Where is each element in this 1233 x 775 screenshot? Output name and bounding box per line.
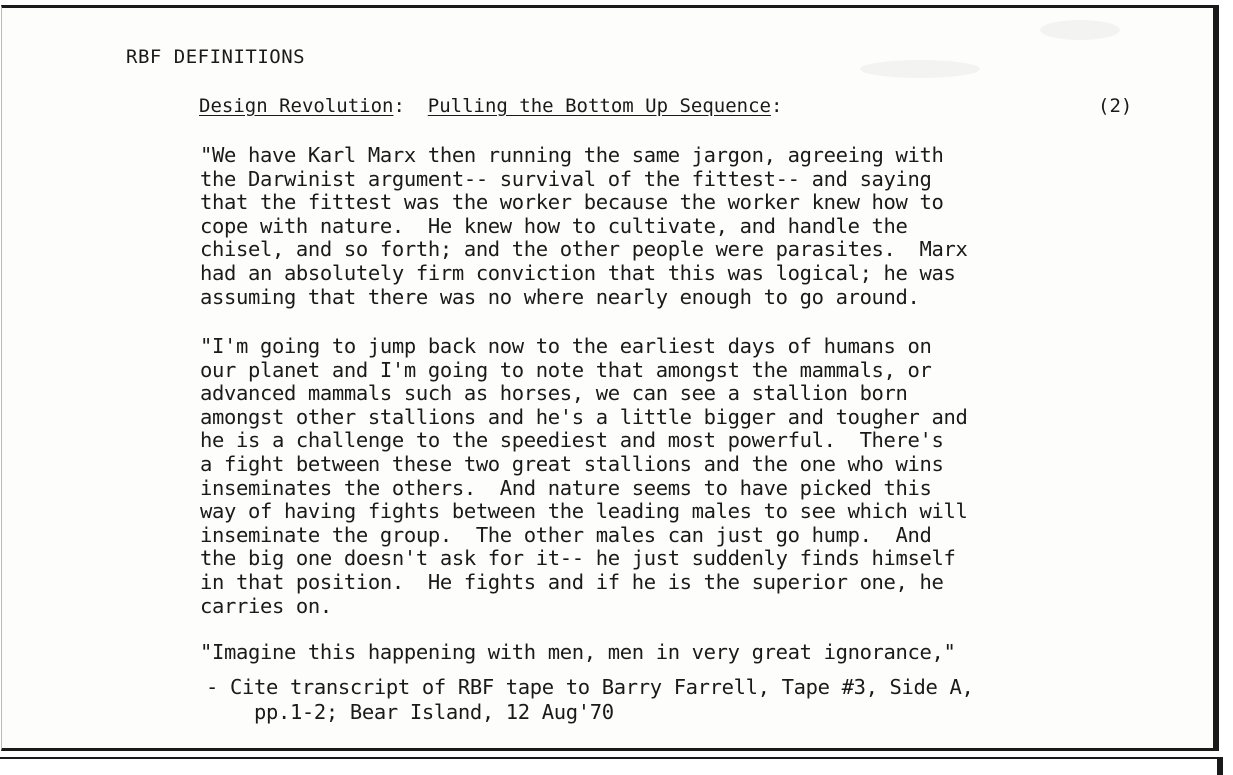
- citation-line-1: - Cite transcript of RBF tape to Barry Farrell, Tape #3, Side A,: [206, 675, 974, 699]
- text-line: "We have Karl Marx then running the same jargon, agreeing with: [200, 143, 944, 167]
- section-title: [199, 95, 1139, 117]
- quote-paragraph-2: [200, 335, 968, 618]
- page-number: (2): [1098, 95, 1133, 117]
- page-edge-line: [0, 757, 1221, 759]
- text-line: "I'm going to jump back now to the earliest days of humans on: [200, 334, 932, 358]
- text-line: carries on.: [200, 593, 332, 618]
- text-line: in that position. He fights and if he is the superior one, he: [200, 569, 944, 594]
- paper-smudge: [860, 60, 980, 78]
- title-part-2: Pulling the Bottom Up Sequence: [427, 95, 771, 117]
- text-line: "Imagine this happening with men, men in very great ignorance,": [200, 640, 956, 664]
- citation-line-2: pp.1-2; Bear Island, 12 Aug'70: [206, 700, 614, 724]
- text-line: cope with nature. He knew how to cultivate, and handle the: [200, 213, 908, 238]
- citation: [206, 675, 974, 725]
- quote-paragraph-3: [200, 641, 956, 665]
- text-line: had an absolutely firm conviction that this was logical; he was: [200, 260, 956, 285]
- text-line: amongst other stallions and he's a little bigger and tougher and: [200, 404, 968, 429]
- text-line: inseminates the others. And nature seems to have picked this: [200, 475, 932, 500]
- paper-smudge: [1040, 20, 1120, 40]
- text-line: assuming that there was no where nearly enough to go around.: [200, 284, 920, 309]
- text-line: a fight between these two great stallions and the one who wins: [200, 451, 944, 476]
- title-end: :: [770, 95, 783, 117]
- text-line: our planet and I'm going to note that amongst the mammals, or: [200, 357, 932, 382]
- text-line: the Darwinist argument-- survival of the fittest-- and saying: [200, 166, 932, 191]
- text-line: that the fittest was the worker because the worker knew how to: [200, 190, 944, 215]
- page-edge-tick: [1217, 757, 1223, 775]
- text-line: the big one doesn't ask for it-- he just suddenly finds himself: [200, 546, 956, 571]
- quote-paragraph-1: [200, 144, 968, 309]
- text-line: chisel, and so forth; and the other people were parasites. Marx: [200, 237, 968, 262]
- document-heading: RBF DEFINITIONS: [126, 46, 306, 68]
- text-line: inseminate the group. The other males can just go hump. And: [200, 522, 932, 547]
- title-part-1: Design Revolution: [199, 95, 394, 117]
- title-separator: :: [393, 95, 428, 117]
- text-line: he is a challenge to the speediest and most powerful. There's: [200, 428, 944, 453]
- text-line: way of having fights between the leading males to see which will: [200, 499, 968, 524]
- text-line: advanced mammals such as horses, we can see a stallion born: [200, 381, 908, 406]
